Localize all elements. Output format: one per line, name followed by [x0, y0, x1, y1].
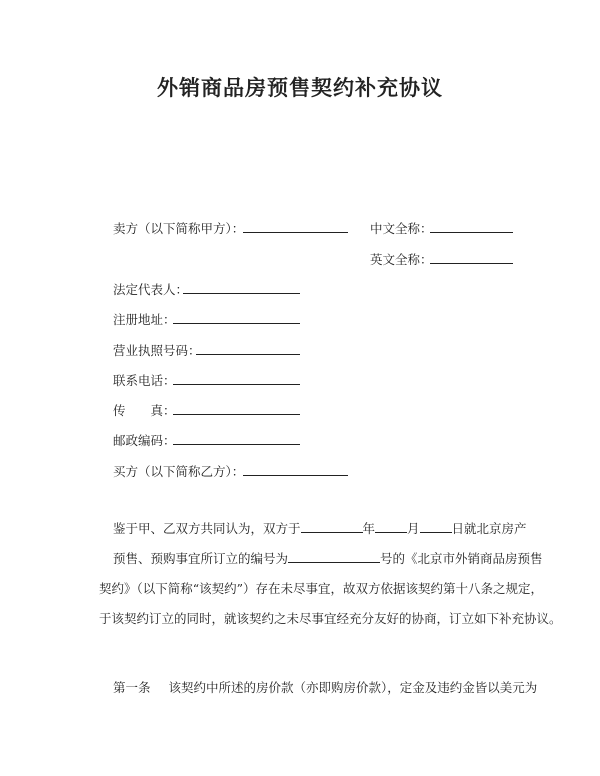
recital-text-4: 号的《北京市外销商品房预售 [380, 551, 543, 566]
reg-address-label: 注册地址： [113, 312, 176, 327]
seller-label: 卖方（以下简称甲方）： [113, 221, 245, 236]
english-name-label: 英文全称： [370, 252, 433, 267]
document-title: 外销商品房预售契约补充协议 [157, 76, 443, 100]
recital-line-1 [113, 514, 527, 544]
fax-blank [173, 414, 300, 415]
contract-no-blank [288, 550, 380, 563]
year-blank [301, 520, 363, 533]
buyer-label: 买方（以下简称乙方）： [113, 464, 245, 479]
english-name-blank [430, 263, 513, 264]
recital-text-2: 日就北京房产 [451, 521, 527, 536]
recital-text-3: 预售、预购事宜所订立的编号为 [113, 551, 289, 566]
seller-blank [243, 232, 348, 233]
recital-line-2 [113, 544, 543, 574]
phone-label: 联系电话： [113, 373, 176, 388]
legal-rep-label: 法定代表人： [113, 282, 189, 297]
chinese-name-blank [430, 232, 513, 233]
reg-address-blank [173, 323, 300, 324]
recital-month: 月 [407, 521, 420, 536]
recital-year: 年 [362, 521, 376, 536]
recital-line-4: 于该契约订立的同时，就该契约之未尽事宜经充分友好的协商，订立如下补充协议。 [99, 611, 562, 626]
license-no-label: 营业执照号码： [113, 343, 201, 358]
chinese-name-label: 中文全称： [370, 221, 433, 236]
legal-rep-blank [183, 293, 300, 294]
postcode-blank [173, 444, 300, 445]
recital-text-1: 鉴于甲、乙双方共同认为，双方于 [113, 521, 301, 536]
article-1-text: 该契约中所述的房价款（亦即购房价款），定金及违约金皆以美元为 [168, 680, 538, 695]
buyer-blank [243, 475, 348, 476]
article-1-heading: 第一条 [113, 680, 151, 695]
postcode-label: 邮政编码： [113, 433, 176, 448]
day-blank [420, 520, 452, 533]
month-blank [375, 520, 407, 533]
phone-blank [173, 384, 300, 385]
recital-line-3: 契约》（以下简称“该契约”）存在未尽事宜，故双方依据该契约第十八条之规定， [99, 581, 544, 596]
fax-label: 传 真： [113, 403, 176, 418]
recital-paragraph [99, 514, 562, 634]
license-no-blank [196, 354, 300, 355]
article-1 [113, 678, 537, 696]
